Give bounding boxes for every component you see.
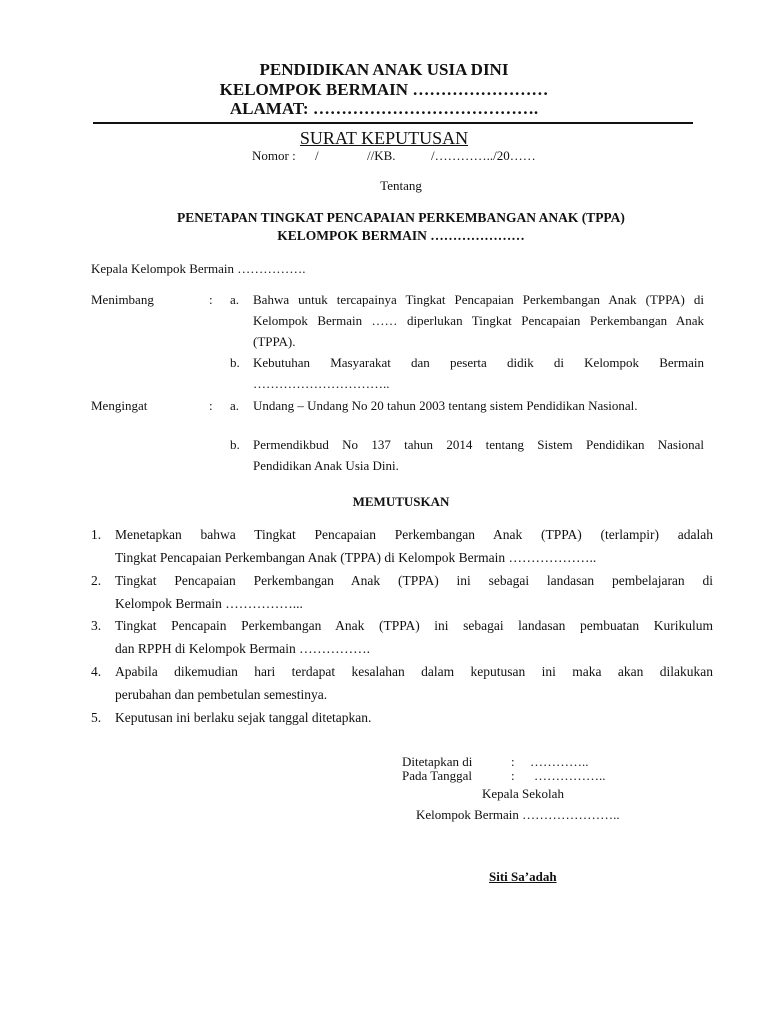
decision-number: 5. (91, 710, 102, 725)
ditetapkan-value: ………….. (530, 754, 589, 769)
decision-number: 3. (91, 618, 102, 633)
memutuskan-heading: MEMUTUSKAN (352, 494, 450, 509)
kepala-line: Kepala Kelompok Bermain ……………. (91, 261, 306, 276)
decision-line-1: Tingkat Pencapaian Perkembangan Anak (TPPA) ini sebagai landasan pembelajaran di (115, 573, 713, 588)
decision-line-1: Apabila dikemudian hari terdapat kesalahan dalam keputusan ini maka akan dilakukan (115, 664, 713, 679)
mengingat-a-line-1: Undang – Undang No 20 tahun 2003 tentang sistem Pendidikan Nasional. (253, 398, 638, 413)
decision-number: 1. (91, 527, 102, 542)
menimbang-b-line-2: ………………………….. (253, 376, 390, 391)
mengingat-a-letter: a. (230, 398, 240, 413)
decision-line-1: Menetapkan bahwa Tingkat Pencapaian Perkembangan Anak (TPPA) (terlampir) adalah (115, 527, 713, 542)
tanggal-colon: : (511, 768, 515, 783)
ditetapkan-colon: : (511, 754, 515, 769)
menimbang-a-line-3: (TPPA). (253, 334, 296, 349)
tanggal-label: Pada Tanggal (402, 768, 472, 783)
nomor-slash: / (315, 148, 319, 163)
decision-line-1: Keputusan ini berlaku sejak tanggal ditetapkan. (115, 710, 372, 725)
tentang-label: Tentang (380, 178, 422, 193)
subject-line-1: PENETAPAN TINGKAT PENCAPAIAN PERKEMBANGAN ANAK (TPPA) (177, 210, 625, 225)
mengingat-b-line-1: Permendikbud No 137 tahun 2014 tentang Sistem Pendidikan Nasional (253, 437, 704, 452)
menimbang-b-line-1: Kebutuhan Masyarakat dan peserta didik di Kelompok Bermain (253, 355, 704, 370)
signer-position: Kepala Sekolah (482, 786, 564, 801)
ditetapkan-label: Ditetapkan di (402, 754, 473, 769)
mengingat-colon: : (209, 398, 213, 413)
decision-number: 4. (91, 664, 102, 679)
signer-name: Siti Sa’adah (489, 869, 557, 884)
menimbang-a-line-1: Bahwa untuk tercapainya Tingkat Pencapaian Perkembangan Anak (TPPA) di (253, 292, 704, 307)
header-divider (93, 122, 693, 124)
address-heading: ALAMAT: …………………………………. (229, 99, 539, 118)
school-type-heading: PENDIDIKAN ANAK USIA DINI (259, 60, 509, 79)
menimbang-label: Menimbang (91, 292, 154, 307)
menimbang-colon: : (209, 292, 213, 307)
menimbang-a-line-2: Kelompok Bermain …… diperlukan Tingkat Pencapaian Perkembangan Anak (253, 313, 704, 328)
decision-number: 2. (91, 573, 102, 588)
mengingat-b-line-2: Pendidikan Anak Usia Dini. (253, 458, 399, 473)
nomor-kb: //KB. (367, 148, 396, 163)
decision-line-1: Tingkat Pencapain Perkembangan Anak (TPPA) ini sebagai landasan pembuatan Kurikulum (115, 618, 713, 633)
menimbang-b-letter: b. (230, 355, 240, 370)
signer-unit: Kelompok Bermain ………………….. (416, 807, 620, 822)
subject-line-2: KELOMPOK BERMAIN ………………… (277, 228, 525, 243)
mengingat-b-letter: b. (230, 437, 240, 452)
nomor-rest: /…………../20…… (431, 148, 536, 163)
mengingat-label: Mengingat (91, 398, 148, 413)
tanggal-value: …………….. (534, 768, 606, 783)
document-title: SURAT KEPUTUSAN (299, 128, 469, 148)
decision-line-2: Tingkat Pencapaian Perkembangan Anak (TPPA) di Kelompok Bermain ……………….. (115, 550, 597, 565)
menimbang-a-letter: a. (230, 292, 240, 307)
nomor-label: Nomor : (252, 148, 296, 163)
decision-line-2: perubahan dan pembetulan semestinya. (115, 687, 328, 702)
decision-line-2: dan RPPH di Kelompok Bermain ……………. (115, 641, 370, 656)
decision-line-2: Kelompok Bermain ……………... (115, 596, 303, 611)
group-name-heading: KELOMPOK BERMAIN …………………… (219, 80, 549, 99)
